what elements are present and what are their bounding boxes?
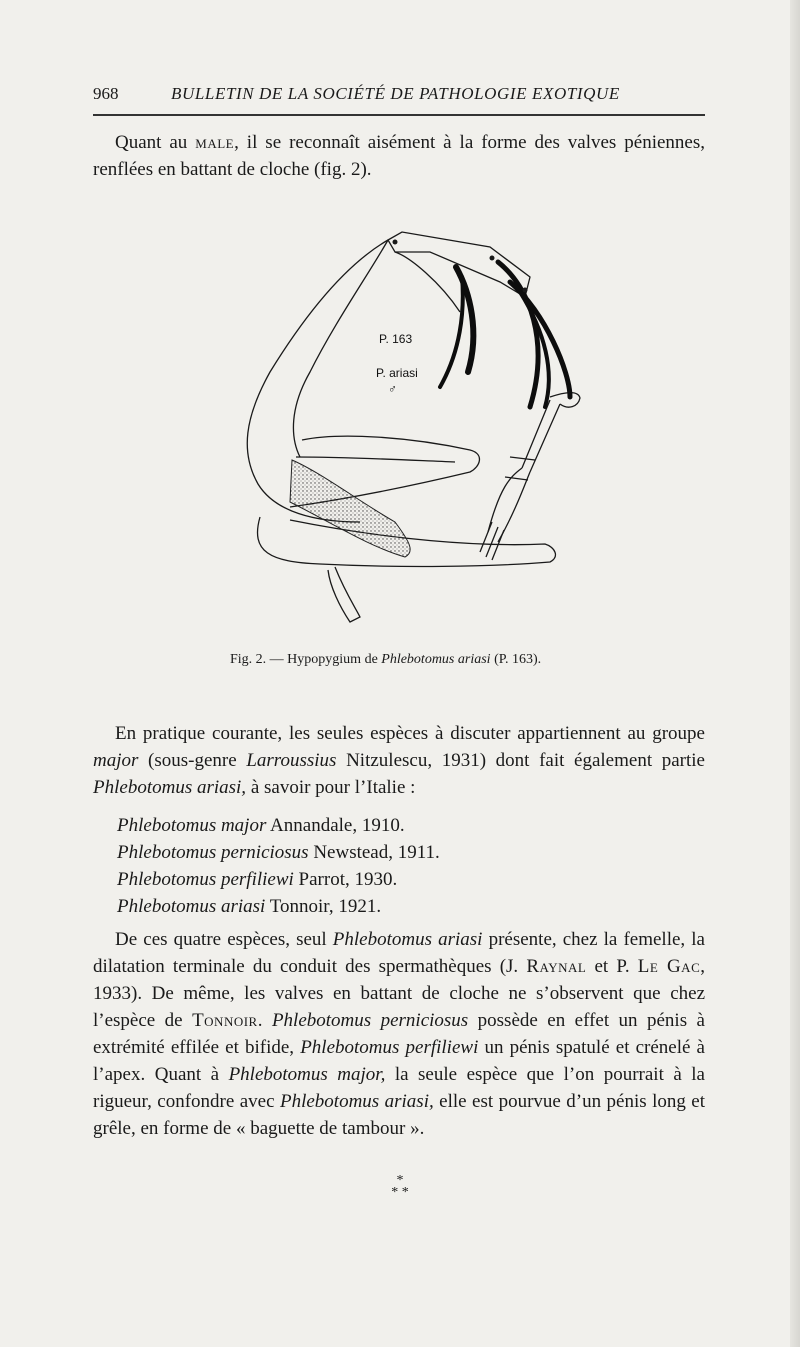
header-rule <box>93 114 705 116</box>
practice-paragraph: En pratique courante, les seules espèces à discuter appartiennent au groupe major (sous-genre Larroussius Nitzulescu, 1931) dont fait également partie Phlebotomus ariasi, à savoir pour l’Italie : <box>93 723 705 798</box>
species-item: Phlebotomus perfiliewi Parrot, 1930. <box>117 869 398 890</box>
hypopygium-figure <box>230 222 590 634</box>
figure-label-sex: ♂ <box>388 382 397 396</box>
figure-label-specimen: P. 163 <box>379 332 413 346</box>
page-number: 968 <box>93 84 119 103</box>
comparison-paragraph: De ces quatre espèces, seul Phlebotomus ariasi présente, chez la femelle, la dilatation terminale du conduit des spermathèques (J. Raynal et P. Le Gac, 1933). De même, les valves en battant de cloche ne s’observent que chez l’espèce de Tonnoir. Phlebotomus perniciosus possède en effet un pénis à extrémité effilée et bifide, Phlebotomus perfiliewi un pénis spatulé et crénelé à l’apex. Quant à Phlebotomus major, la seule espèce que l’on pourrait à la rigueur, confondre avec Phlebotomus ariasi, elle est pourvue d’un pénis long et grêle, en forme de « baguette de tambour ». <box>93 929 705 1139</box>
intro-paragraph: Quant au male, il se reconnaît aisément à la forme des valves péniennes, renflées en battant de cloche (fig. 2). <box>93 132 705 180</box>
species-item: Phlebotomus major Annandale, 1910. <box>117 815 405 836</box>
running-title: BULLETIN DE LA SOCIÉTÉ DE PATHOLOGIE EXOTIQUE <box>171 84 620 103</box>
species-list <box>117 812 440 920</box>
male-smallcaps: male <box>195 132 235 153</box>
hypopygium-drawing <box>230 222 590 634</box>
figure-caption: Fig. 2. — Hypopygium de Phlebotomus ariasi (P. 163). <box>230 652 542 667</box>
species-item: Phlebotomus ariasi Tonnoir, 1921. <box>117 896 382 917</box>
species-item: Phlebotomus perniciosus Newstead, 1911. <box>117 842 440 863</box>
section-asterism: * * * <box>391 1173 409 1200</box>
page-edge-shadow <box>790 0 800 1347</box>
running-header <box>93 84 705 108</box>
figure-label-species: P. ariasi <box>376 366 418 380</box>
